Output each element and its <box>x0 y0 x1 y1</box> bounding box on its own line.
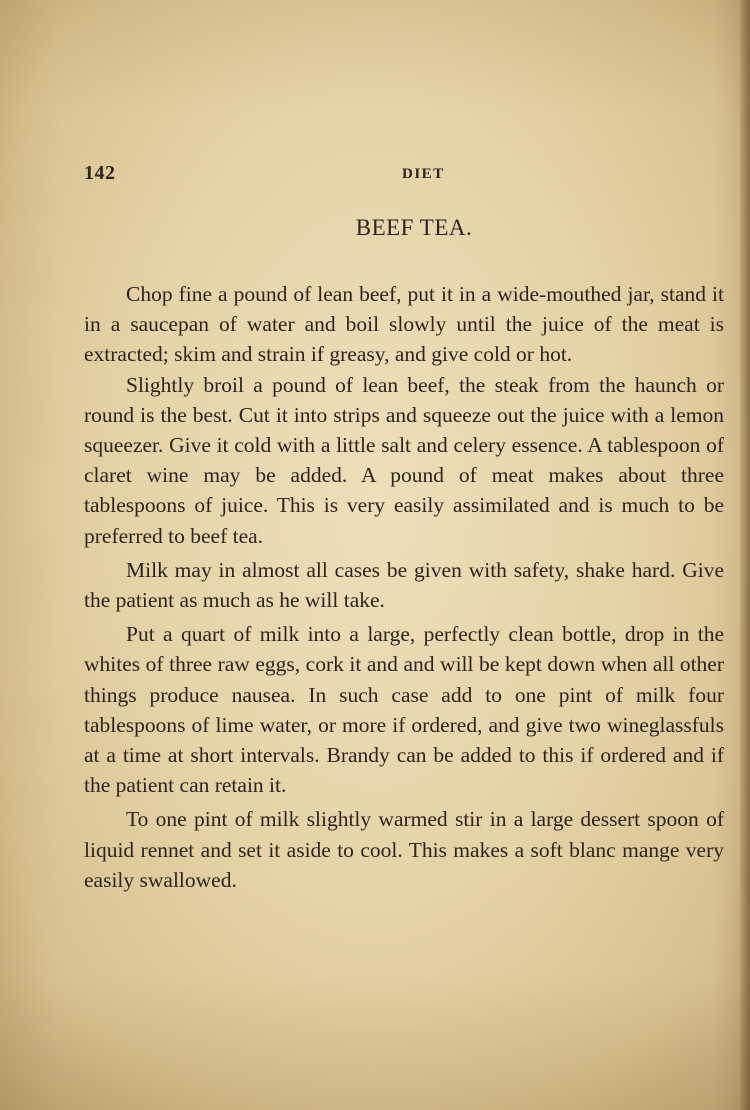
page-edge-shadow <box>740 0 750 1110</box>
paragraph: Slightly broil a pound of lean beef, the steak from the haunch or round is the best. Cut it into strips and squeeze out the juice with a lemon squeezer. Give it cold with a little salt and celery essence. A tablespoon of claret wine may be added. A pound of meat makes about three tablespoons of juice. This is very easily assimilated and is much to be preferred to beef tea. <box>84 372 724 548</box>
running-head: DIET <box>402 166 445 182</box>
section-title: BEEF TEA. <box>355 215 473 240</box>
body-text <box>84 279 724 895</box>
book-page <box>84 150 724 895</box>
paragraph: Put a quart of milk into a large, perfectly clean bottle, drop in the whites of three raw eggs, cork it and and will be kept down when all other things produce nausea. In such case add to one pint of milk four tablespoons of lime water, or more if ordered, and give two wineglassfuls at a time at short intervals. Brandy can be added to this if ordered and if the patient can retain it. <box>84 622 724 798</box>
paragraph: Milk may in almost all cases be given with safety, shake hard. Give the patient as much as he will take. <box>84 557 724 613</box>
paragraph: Chop fine a pound of lean beef, put it in a wide-mouthed jar, stand it in a saucepan of water and boil slowly until the juice of the meat is extracted; skim and strain if greasy, and give cold or hot. <box>84 282 724 367</box>
paragraph: To one pint of milk slightly warmed stir in a large dessert spoon of liquid rennet and set it aside to cool. This makes a soft blanc mange very easily swallowed. <box>84 807 724 892</box>
page-header <box>84 150 724 190</box>
page-number: 142 <box>84 162 116 184</box>
